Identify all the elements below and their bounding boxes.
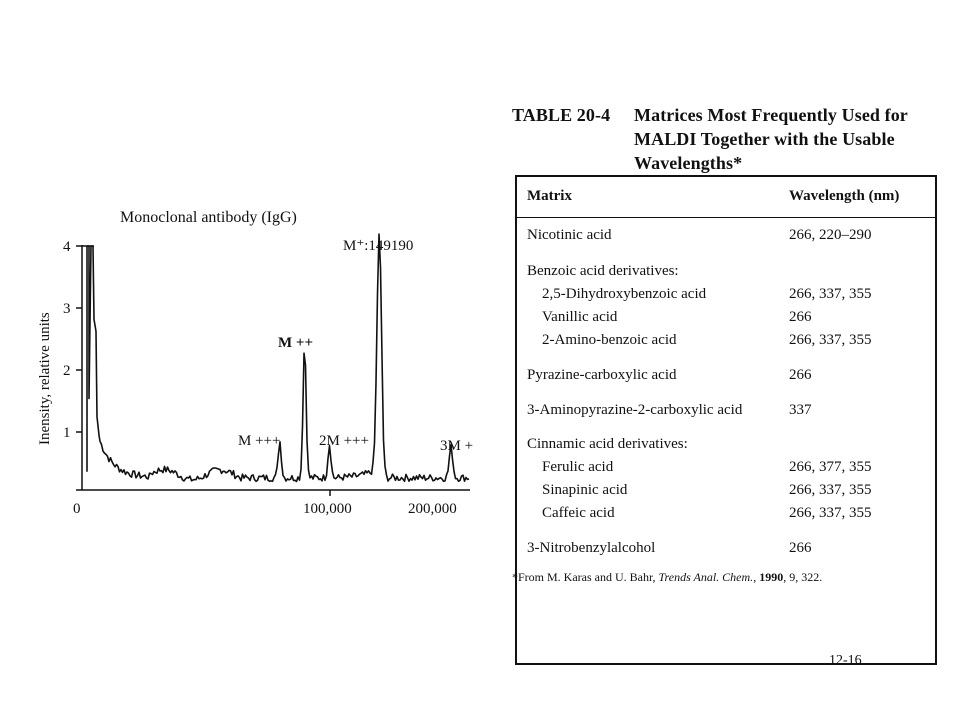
cell-matrix: 2,5-Dihydroxybenzoic acid: [542, 286, 707, 302]
cell-wavelength: 266, 220–290: [789, 227, 872, 243]
table-row: [517, 227, 935, 247]
table-row: [517, 263, 935, 283]
cell-matrix: Benzoic acid derivatives:: [527, 263, 679, 279]
table-body: [515, 175, 937, 665]
footnote-journal: Trends Anal. Chem.: [658, 570, 754, 584]
cell-matrix: Ferulic acid: [542, 459, 614, 475]
header-wavelength: Wavelength (nm): [789, 188, 900, 204]
cell-wavelength: 266, 337, 355: [789, 505, 872, 521]
header-matrix: Matrix: [527, 188, 572, 204]
cell-matrix: Caffeic acid: [542, 505, 615, 521]
cell-matrix: 3-Aminopyrazine-2-carboxylic acid: [527, 402, 743, 418]
cell-wavelength: 266, 377, 355: [789, 459, 872, 475]
peak-label-m-plus: M⁺:149190: [343, 238, 414, 254]
cell-matrix: 3-Nitrobenzylalcohol: [527, 540, 656, 556]
table-title: Matrices Most Frequently Used for MALDI Together with the Usable Wavelengths*: [634, 105, 908, 173]
cell-wavelength: 266, 337, 355: [789, 482, 872, 498]
peak-label-m-3plus: M +++: [238, 433, 281, 449]
peak-label-3m-plus: 3M +: [440, 438, 474, 454]
matrix-table: [512, 103, 940, 556]
cell-matrix: Nicotinic acid: [527, 227, 612, 243]
cell-matrix: Sinapinic acid: [542, 482, 628, 498]
footnote-suffix: , 9, 322.: [783, 570, 823, 584]
mass-spectrum-figure: [0, 0, 480, 530]
y-tick-label-1: 1: [63, 425, 71, 441]
x-tick-label-0: 0: [73, 501, 81, 517]
cell-wavelength: 266: [789, 309, 812, 325]
cell-wavelength: 266, 337, 355: [789, 332, 872, 348]
cell-matrix: Pyrazine-carboxylic acid: [527, 367, 677, 383]
table-row: [517, 459, 935, 479]
x-tick-label-200000: 200,000: [408, 501, 457, 517]
table-caption: [512, 103, 940, 175]
y-axis-label: Inensity, relative units: [37, 312, 53, 445]
cell-matrix: Cinnamic acid derivatives:: [527, 436, 688, 452]
page-number: 12-16: [829, 653, 862, 668]
x-tick-label-100000: 100,000: [303, 501, 352, 517]
cell-wavelength: 266: [789, 367, 812, 383]
table-header-row: [517, 177, 935, 218]
cell-matrix: 2-Amino-benzoic acid: [542, 332, 677, 348]
table-row: [517, 436, 935, 456]
cell-wavelength: 266, 337, 355: [789, 286, 872, 302]
footnote-year: 1990: [759, 570, 784, 584]
cell-wavelength: 266: [789, 540, 812, 556]
y-tick-label-2: 2: [63, 363, 71, 379]
y-tick-label-4: 4: [63, 239, 71, 255]
peak-label-m-2plus: M ++: [278, 335, 314, 351]
table-row: [517, 402, 935, 422]
table-row: [517, 286, 935, 306]
peak-label-2m-3plus: 2M +++: [319, 433, 369, 449]
table-row: [517, 482, 935, 502]
table-footnote: *From M. Karas and U. Bahr, Trends Anal. Chem., 1990, 9, 322.: [512, 570, 823, 584]
footnote-prefix: *From M. Karas and U. Bahr,: [512, 570, 659, 584]
cell-wavelength: 337: [789, 402, 812, 418]
table-row: [517, 367, 935, 387]
table-row: [517, 309, 935, 329]
spectrum-title: Monoclonal antibody (IgG): [120, 209, 297, 226]
table-row: [517, 505, 935, 525]
table-number: TABLE 20-4: [512, 105, 611, 125]
table-row: [517, 332, 935, 352]
table-row: [517, 540, 935, 560]
cell-matrix: Vanillic acid: [542, 309, 618, 325]
y-tick-label-3: 3: [63, 301, 71, 317]
